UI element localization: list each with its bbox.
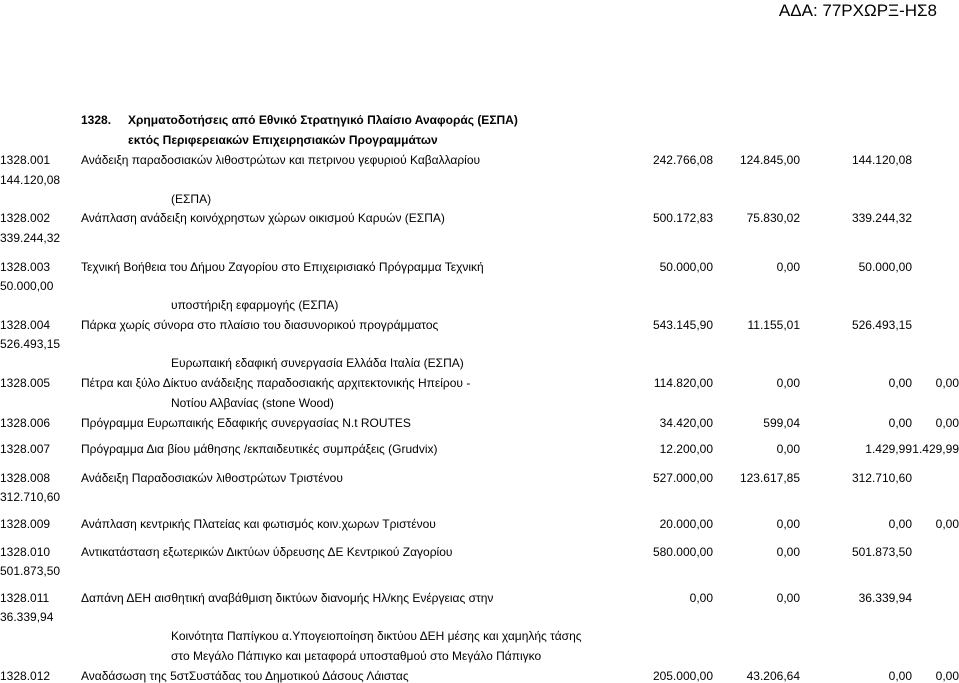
row-description-line: Ανάδειξη Παραδοσιακών λιθοστρώτων Τριστένου: [81, 471, 343, 485]
row-description-line: Ευρωπαική εδαφική συνεργασία Ελλάδα Ιταλία (ΕΣΠΑ): [171, 356, 464, 370]
row-value-last: 144.120,08: [0, 173, 61, 187]
row-description-line: Πρόγραμμα Ευρωπαικής Εδαφικής συνεργασίας N.t ROUTES: [81, 416, 411, 430]
row-value-last: 501.873,50: [0, 564, 61, 578]
row-value-col2: 0,00: [776, 517, 800, 531]
ada-code: ΑΔΑ: 77ΡΧΩΡΞ-ΗΣ8: [778, 1, 937, 20]
row-description-line: Τεχνική Βοήθεια του Δήμου Ζαγορίου στο Επιχειρισιακό Πρόγραμμα Τεχνική: [81, 260, 484, 274]
row-code: 1328.010: [0, 545, 51, 559]
row-value-col2: 0,00: [776, 545, 800, 559]
row-value-last: 0,00: [935, 376, 959, 390]
row-value-col2: 123.617,85: [739, 471, 800, 485]
row-value-col1: 20.000,00: [659, 517, 713, 531]
row-code: 1328.006: [0, 416, 51, 430]
row-value-col3: 501.873,50: [851, 545, 912, 559]
row-value-col3: 50.000,00: [858, 260, 912, 274]
row-value-col1: 0,00: [689, 591, 713, 605]
row-description-line: Πάρκα χωρίς σύνορα στο πλαίσιο του διασυνορικού προγράμματος: [81, 318, 439, 332]
row-code: 1328.012: [0, 669, 51, 683]
row-value-col1: 242.766,08: [652, 153, 713, 167]
row-code: 1328.001: [0, 153, 51, 167]
row-description-line: Ανάδειξη παραδοσιακών λιθοστρώτων και πετρινου γεφυριού Καβαλλαρίου: [81, 153, 481, 167]
row-code: 1328.003: [0, 260, 51, 274]
row-value-col3: 0,00: [888, 669, 912, 683]
row-value-col2: 0,00: [776, 376, 800, 390]
row-value-col2: 599,04: [763, 416, 800, 430]
row-value-last: 339.244,32: [0, 231, 61, 245]
row-description-line: Δαπάνη ΔΕΗ αισθητική αναβάθμιση δικτύων διανομής Ηλ/κης Ενέργειας στην: [81, 591, 494, 605]
row-value-col1: 500.172,83: [652, 211, 713, 225]
row-value-col1: 12.200,00: [659, 442, 713, 456]
row-value-last: 0,00: [935, 517, 959, 531]
row-description-line: Πέτρα και ξύλο Δίκτυο ανάδειξης παραδοσιακής αρχιτεκτονικής Ηπείρου -: [81, 376, 471, 390]
row-code: 1328.007: [0, 442, 51, 456]
row-code: 1328.009: [0, 517, 51, 531]
section-title-line1: Χρηματοδοτήσεις από Εθνικό Στρατηγικό Πλαίσιο Αναφοράς (ΕΣΠΑ): [128, 113, 518, 127]
row-value-col2: 0,00: [776, 442, 800, 456]
row-code: 1328.002: [0, 211, 51, 225]
row-description-line: Ανάπλαση ανάδειξη κοινόχρηστων χώρων οικισμού Καρυών (ΕΣΠΑ): [81, 211, 445, 225]
row-value-last: 312.710,60: [0, 490, 61, 504]
row-value-col1: 543.145,90: [652, 318, 713, 332]
row-value-col2: 75.830,02: [746, 211, 800, 225]
row-value-col2: 11.155,01: [747, 318, 800, 332]
row-code: 1328.011: [0, 591, 50, 605]
row-value-col3: 0,00: [888, 376, 912, 390]
row-value-col1: 114.820,00: [653, 376, 713, 390]
row-description-line: Ανάπλαση κεντρικής Πλατείας και φωτισμός κοιν.χωρων Τριστένου: [81, 517, 436, 531]
row-value-col3: 1.429,99: [865, 442, 912, 456]
row-value-last: 50.000,00: [0, 279, 54, 293]
row-description-line: Πρόγραμμα Δια βίου μάθησης /εκπαιδευτικές συμπράξεις (Grudvix): [81, 442, 438, 456]
row-description-line: Κοινότητα Παπίγκου α.Υπογειοποίηση δικτύου ΔΕΗ μέσης και χαμηλής τάσης: [171, 629, 582, 643]
row-value-col1: 50.000,00: [659, 260, 713, 274]
row-value-col1: 34.420,00: [659, 416, 713, 430]
row-value-col3: 36.339,94: [858, 591, 912, 605]
row-description-line: Αναδάσωση της 5στΣυστάδας του Δημοτικού Δάσους Λάιστας: [81, 669, 409, 683]
row-value-col2: 124.845,00: [739, 153, 800, 167]
row-code: 1328.008: [0, 471, 51, 485]
row-code: 1328.005: [0, 376, 51, 390]
row-value-col2: 0,00: [776, 591, 800, 605]
row-description-line: Νοτίου Αλβανίας (stone Wood): [171, 396, 334, 410]
row-description-line: (ΕΣΠΑ): [171, 192, 212, 206]
row-value-last: 1.429,99: [912, 442, 959, 456]
row-value-last: 0,00: [935, 416, 959, 430]
row-value-col3: 339.244,32: [851, 211, 912, 225]
row-value-col1: 580.000,00: [652, 545, 713, 559]
section-code: 1328.: [81, 113, 112, 127]
row-value-col2: 43.206,64: [746, 669, 800, 683]
row-value-last: 526.493,15: [0, 337, 61, 351]
row-description-line: Αντικατάσταση εξωτερικών Δικτύων ύδρευσης ΔΕ Κεντρικού Ζαγορίου: [81, 545, 453, 559]
row-value-col3: 0,00: [888, 517, 912, 531]
row-description-line: υποστήριξη εφαρμογής (ΕΣΠΑ): [171, 298, 339, 312]
row-value-col1: 205.000,00: [652, 669, 713, 683]
row-value-col3: 144.120,08: [851, 153, 912, 167]
section-title-line2: εκτός Περιφερειακών Επιχειρησιακών Προγραμμάτων: [128, 133, 438, 147]
row-value-col3: 312.710,60: [851, 471, 912, 485]
row-code: 1328.004: [0, 318, 51, 332]
row-value-last: 36.339,94: [0, 610, 54, 624]
row-value-col3: 526.493,15: [851, 318, 912, 332]
row-value-col1: 527.000,00: [652, 471, 713, 485]
row-value-col2: 0,00: [776, 260, 800, 274]
row-value-col3: 0,00: [888, 416, 912, 430]
row-description-line: στο Μεγάλο Πάπιγκο και μεταφορά υποσταθμού στο Μεγάλο Πάπιγκο: [171, 649, 542, 663]
row-value-last: 0,00: [935, 669, 959, 683]
